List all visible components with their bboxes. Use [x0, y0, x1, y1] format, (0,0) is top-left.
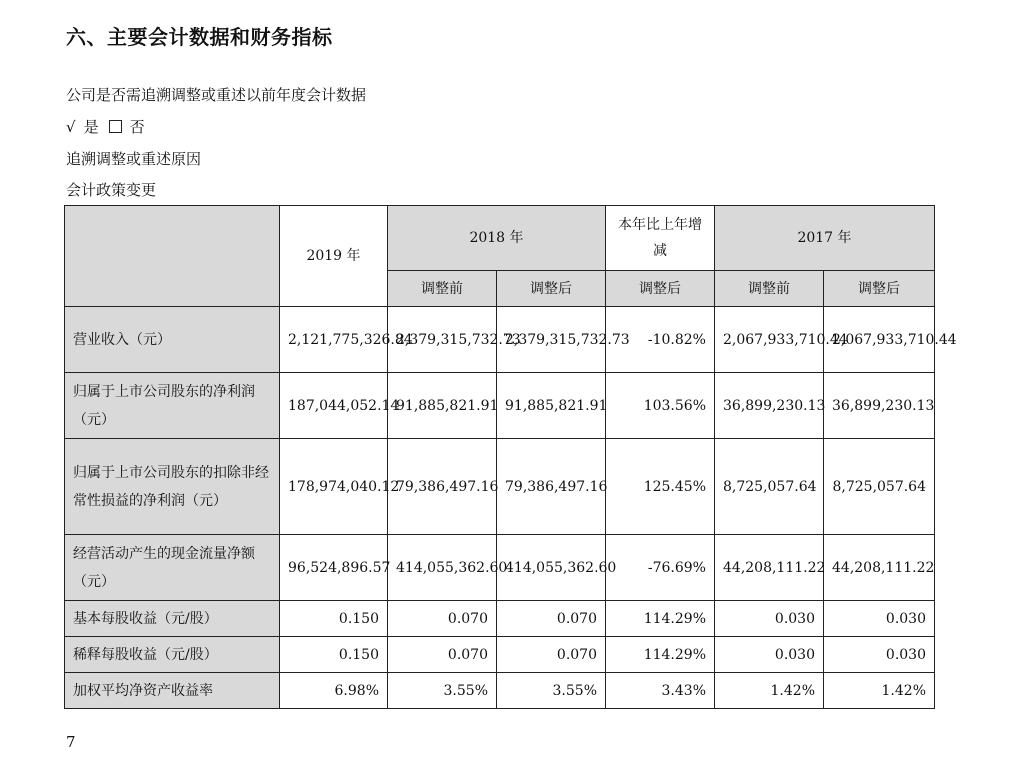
restatement-choice: [66, 116, 145, 137]
cell-2017-before: 1.42%: [715, 673, 824, 709]
cell-2018-after: 3.55%: [497, 673, 606, 709]
no-option-label: 否: [129, 118, 145, 136]
cell-2018-before: 414,055,362.60: [388, 535, 497, 601]
cell-2018-before: 0.070: [388, 637, 497, 673]
cell-2018-before: 91,885,821.91: [388, 373, 497, 439]
cell-change: 103.56%: [606, 373, 715, 439]
table-row: [65, 601, 935, 637]
cell-2017-before: 8,725,057.64: [715, 439, 824, 535]
restatement-reason-value: 会计政策变更: [66, 181, 157, 199]
cell-change: 114.29%: [606, 637, 715, 673]
header-change: 本年比上年增减: [606, 206, 715, 271]
header-2017-after: 调整后: [824, 271, 935, 307]
checkbox-empty-icon: [109, 120, 122, 133]
restatement-reason-label: 追溯调整或重述原因: [66, 150, 202, 168]
header-2019: 2019 年: [280, 206, 388, 307]
table-row: [65, 535, 935, 601]
cell-2017-after: 1.42%: [824, 673, 935, 709]
cell-2019: 0.150: [280, 601, 388, 637]
cell-2017-after: 0.030: [824, 637, 935, 673]
cell-change: -76.69%: [606, 535, 715, 601]
cell-2017-before: 0.030: [715, 601, 824, 637]
cell-2017-before: 0.030: [715, 637, 824, 673]
cell-change: -10.82%: [606, 307, 715, 373]
header-2017-before: 调整前: [715, 271, 824, 307]
header-change-after: 调整后: [606, 271, 715, 307]
cell-2017-before: 36,899,230.13: [715, 373, 824, 439]
table-row: [65, 673, 935, 709]
table-row: [65, 637, 935, 673]
row-label: 基本每股收益（元/股）: [65, 601, 280, 637]
row-label: 归属于上市公司股东的扣除非经常性损益的净利润（元）: [65, 439, 280, 535]
cell-2018-after: 414,055,362.60: [497, 535, 606, 601]
table-row: [65, 439, 935, 535]
cell-2017-before: 2,067,933,710.44: [715, 307, 824, 373]
cell-2018-after: 0.070: [497, 637, 606, 673]
header-2018: 2018 年: [388, 206, 606, 271]
cell-2017-after: 36,899,230.13: [824, 373, 935, 439]
cell-2018-before: 3.55%: [388, 673, 497, 709]
header-corner: [65, 206, 280, 307]
row-label: 营业收入（元）: [65, 307, 280, 373]
header-2018-after: 调整后: [497, 271, 606, 307]
row-label: 加权平均净资产收益率: [65, 673, 280, 709]
cell-change: 3.43%: [606, 673, 715, 709]
cell-2019: 6.98%: [280, 673, 388, 709]
cell-change: 114.29%: [606, 601, 715, 637]
cell-2018-before: 79,386,497.16: [388, 439, 497, 535]
cell-2018-after: 91,885,821.91: [497, 373, 606, 439]
page-number: 7: [66, 733, 76, 751]
section-title: 六、主要会计数据和财务指标: [66, 25, 333, 49]
cell-2019: 96,524,896.57: [280, 535, 388, 601]
cell-2018-after: 2,379,315,732.73: [497, 307, 606, 373]
cell-2017-after: 0.030: [824, 601, 935, 637]
header-2018-before: 调整前: [388, 271, 497, 307]
cell-change: 125.45%: [606, 439, 715, 535]
cell-2019: 2,121,775,326.84: [280, 307, 388, 373]
cell-2017-after: 8,725,057.64: [824, 439, 935, 535]
yes-option-label: 是: [83, 118, 99, 136]
row-label: 稀释每股收益（元/股）: [65, 637, 280, 673]
check-icon: √: [66, 118, 76, 136]
cell-2019: 187,044,052.14: [280, 373, 388, 439]
cell-2018-after: 79,386,497.16: [497, 439, 606, 535]
table-row: [65, 307, 935, 373]
cell-2017-before: 44,208,111.22: [715, 535, 824, 601]
cell-2019: 178,974,040.12: [280, 439, 388, 535]
financial-indicators-table: [64, 205, 957, 709]
row-label: 归属于上市公司股东的净利润（元）: [65, 373, 280, 439]
cell-2017-after: 2,067,933,710.44: [824, 307, 935, 373]
cell-2018-before: 2,379,315,732.73: [388, 307, 497, 373]
table-row: [65, 373, 935, 439]
header-2017: 2017 年: [715, 206, 935, 271]
cell-2018-before: 0.070: [388, 601, 497, 637]
cell-2018-after: 0.070: [497, 601, 606, 637]
cell-2017-after: 44,208,111.22: [824, 535, 935, 601]
row-label: 经营活动产生的现金流量净额（元）: [65, 535, 280, 601]
restatement-question: 公司是否需追溯调整或重述以前年度会计数据: [66, 86, 367, 104]
cell-2019: 0.150: [280, 637, 388, 673]
